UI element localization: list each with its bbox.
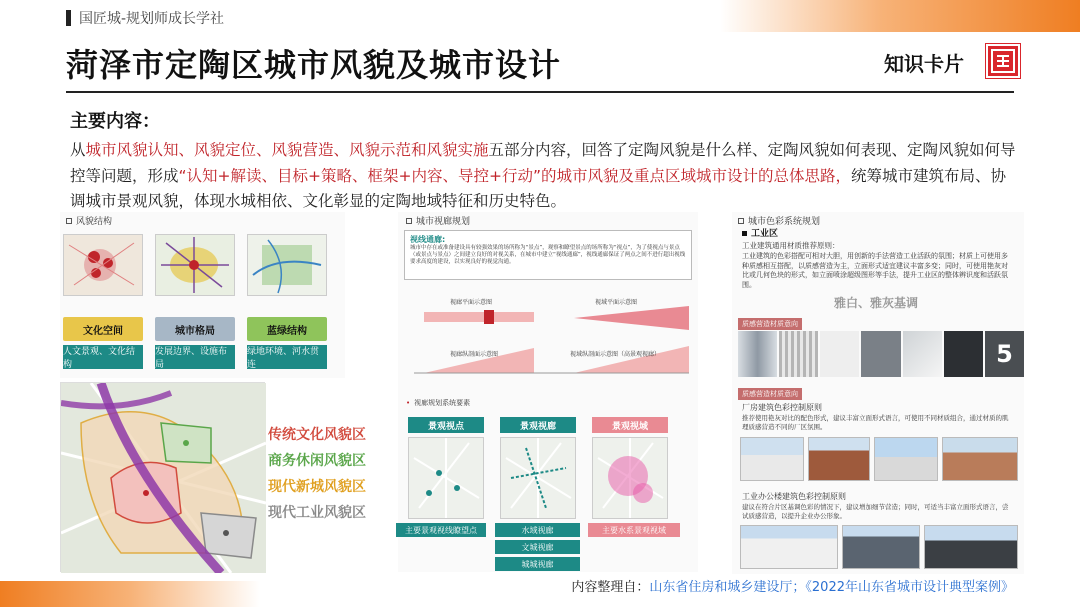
culture-map-thumb (63, 234, 143, 296)
swatch-4 (861, 331, 900, 377)
category-blue-green: 蓝绿结构 (247, 317, 327, 341)
legend-modern-city: 现代新城风貌区 (268, 479, 366, 495)
brand-name: 国匠城-规划师成长学社 (79, 11, 225, 27)
footer-city-corridor: 城城视廊 (495, 557, 580, 571)
swatch-7: 5 (985, 331, 1024, 377)
structure-label (66, 214, 112, 227)
knowledge-card-label: 知识卡片 (884, 52, 964, 76)
material-principle-text: 工业建筑的色彩搭配可相对大胆，用创新的手法营造工业活跃的氛围；材质上可使用多种质感相互搭配，以质感营造为主，立面形式适宜建议丰富多变；同时，可使用艳灰对比或几何色块的形式，如立面喷涂超级图形等手法，提升工业区的整体辨识度和活跃氛围。 (742, 252, 1008, 289)
system-label: • 视廊规划系统要素 (406, 399, 471, 407)
office-photo-1 (740, 525, 838, 569)
viewpoint-map (408, 437, 484, 519)
material-swatches (738, 331, 1024, 377)
factory-photo-1 (740, 437, 804, 481)
legend-industrial: 现代工业风貌区 (268, 505, 366, 521)
source-link[interactable]: 山东省住房和城乡建设厅；《2022年山东省城市设计典型案例》 (649, 580, 1014, 595)
swatch-2 (779, 331, 818, 377)
corridor-label (406, 214, 470, 227)
system-label-text: 视廊规划系统要素 (414, 399, 471, 407)
corridor-diagram (404, 288, 692, 388)
color-label-text: 城市色彩系统规划 (748, 217, 821, 227)
system-field-title: 景观视域 (592, 417, 668, 433)
intro-middle: 五部分内容，回答了定陶风貌是什么样、定陶风貌如何表现、定陶风貌如何导控等问题，形成 (70, 141, 1016, 185)
category-blue-green-sub: 绿地环境、河水贯连 (247, 345, 327, 369)
sightline-text: 城市中存在或准备建设具有较强效果的场所称为“景点”，观察和瞭望景点的场所称为“视点”，为了使视点与景点（或景点与景点）之间建立良好的对视关系，在城市中建立“视线通廊”，视线通廊保证了两点之间不进行超出视线要求高度的建设，以实现良好的视觉沟通。 (410, 245, 686, 265)
source-prefix: 内容整理自： (571, 580, 650, 595)
footer-culture-corridor: 文城视廊 (495, 540, 580, 554)
material-tag-1: 质感营造材质意向 (738, 318, 802, 330)
intro-suffix: 统筹城市建筑布局、协调城市景观风貌，体现水城相依、文化彰显的定陶地域特征和历史特色。 (70, 166, 1007, 210)
footer-viewpoints: 主要景观视线瞭望点 (396, 523, 486, 537)
footer-water-corridor: 水域视廊 (495, 523, 580, 537)
system-corridor-title: 景观视廊 (500, 417, 576, 433)
factory-photo-4 (942, 437, 1018, 481)
source-credit (571, 576, 1014, 595)
diagram-label-field: 视域平面示意图 (595, 299, 638, 306)
swatch-5 (903, 331, 942, 377)
diagram-label-plan: 视廊平面示意图 (450, 299, 493, 306)
swatch-1 (738, 331, 777, 377)
factory-photo-3 (874, 437, 938, 481)
footer-water-field: 主要水系景观视域 (588, 523, 680, 537)
system-viewpoint-title: 景观视点 (408, 417, 484, 433)
diagram-label-section: 视廊纵剖面示意图 (450, 351, 499, 358)
swatch-6 (944, 331, 983, 377)
zone-heading (742, 226, 778, 239)
office-color-text: 建议在符合片区基调色彩的情况下，建议增加细节营造；同时，可适当丰富立面形式语言，尝试质感营造，以提升企业办公形象。 (742, 503, 1009, 520)
legend-traditional: 传统文化风貌区 (268, 427, 366, 443)
logo-mark (990, 48, 1016, 74)
pattern-map-thumb (155, 234, 235, 296)
structure-label-text: 风貌结构 (76, 217, 113, 227)
logo-icon (986, 44, 1020, 78)
intro-highlight-parts: 城市风貌认知、风貌定位、风貌营造、风貌示范和风貌实施 (85, 141, 489, 159)
intro-paragraph (70, 138, 1020, 215)
intro-prefix: 从 (70, 141, 86, 159)
sightline-title: 视线通廊: (410, 235, 446, 244)
material-tag-2: 质感营造材质意向 (738, 388, 802, 400)
sightline-definition-box (404, 230, 692, 280)
blue-green-map-thumb (247, 234, 327, 296)
factory-color-text: 推荐使用艳灰对比的配色形式，建议丰富立面形式语言，可使用不同材质组合，通过材质的肌理质感营造不同的厂区氛围。 (742, 414, 1009, 431)
factory-color-title: 厂房建筑色彩控制原则 (742, 403, 822, 412)
corridor-map (500, 437, 576, 519)
title-divider (66, 91, 1014, 93)
page-title: 菏泽市定陶区城市风貌及城市设计 (66, 46, 562, 84)
footer-accent-bar (0, 581, 260, 607)
brand-marker (66, 10, 71, 26)
material-principle-title: 工业建筑通用材质推荐原则： (742, 241, 840, 250)
color-tone-label: 雅白、雅灰基调 (834, 296, 919, 310)
corridor-label-text: 城市视廊规划 (416, 217, 471, 227)
field-map (592, 437, 668, 519)
category-culture-sub: 人文景观、文化结构 (63, 345, 143, 369)
swatch-3 (820, 331, 859, 377)
office-color-title: 工业办公楼建筑色彩控制原则 (742, 492, 846, 501)
category-pattern-sub: 发展边界、设施布局 (155, 345, 235, 369)
legend-business: 商务休闲风貌区 (268, 453, 366, 469)
category-culture: 文化空间 (63, 317, 143, 341)
zoning-map (60, 382, 265, 572)
section-heading: 主要内容： (70, 111, 160, 132)
office-photo-2 (842, 525, 920, 569)
category-pattern: 城市格局 (155, 317, 235, 341)
office-photo-3 (924, 525, 1018, 569)
factory-photo-2 (808, 437, 870, 481)
header-accent-bar (720, 0, 1080, 32)
diagram-label-field-section: 视域纵剖面示意图（高景观视廊） (570, 351, 661, 358)
zone-heading-text: 工业区 (751, 229, 779, 239)
brand (66, 8, 224, 28)
intro-highlight-approach: “认知+解读、目标+策略、框架+内容、导控+行动”的城市风貌及重点区域城市设计的总体思路， (178, 166, 852, 185)
